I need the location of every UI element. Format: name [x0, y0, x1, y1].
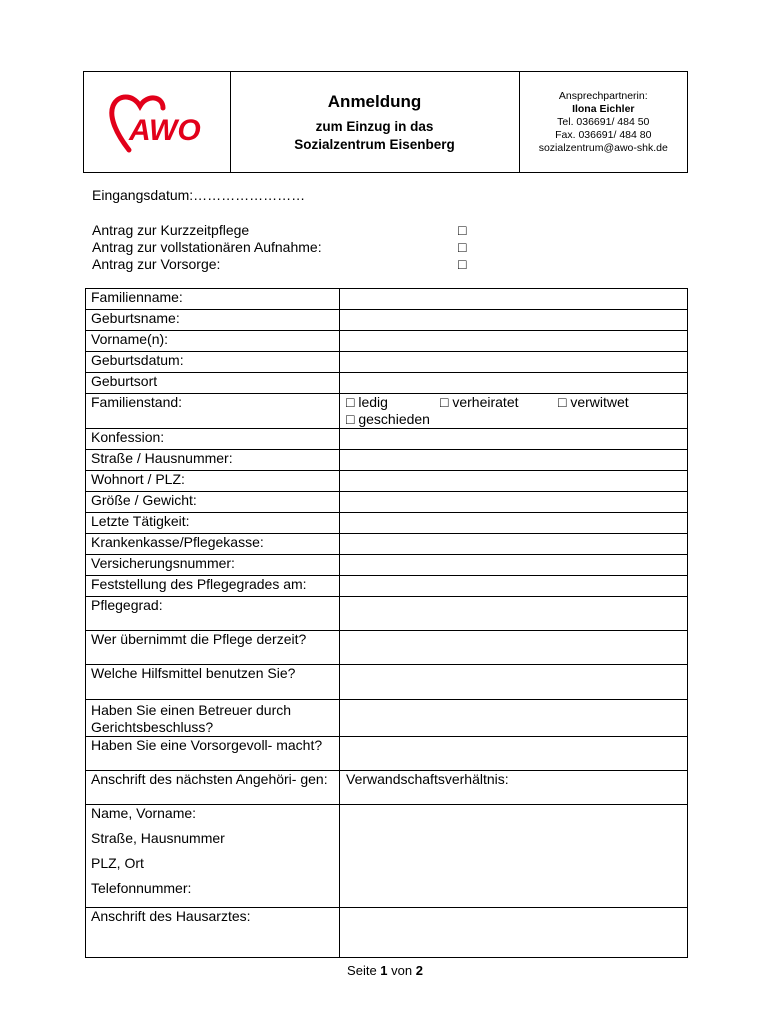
table-row — [86, 665, 688, 700]
table-row — [86, 492, 688, 513]
familienstand-options — [340, 394, 688, 429]
name-vorname-label: Name, Vorname: — [91, 805, 197, 821]
footer-middle: von — [387, 963, 416, 978]
table-row — [86, 737, 688, 771]
familienstand-label: Familienstand: — [86, 394, 340, 429]
vorname-input[interactable] — [340, 331, 688, 352]
vorname-label: Vorname(n): — [86, 331, 340, 352]
contact-tel: Tel. 036691/ 484 50 — [557, 115, 650, 128]
form-table — [85, 288, 688, 958]
table-row — [86, 555, 688, 576]
form-title: Anmeldung — [327, 92, 422, 111]
awo-heart-logo — [107, 86, 207, 158]
pflege-input[interactable] — [340, 631, 688, 665]
wohnort-label: Wohnort / PLZ: — [86, 471, 340, 492]
ledig-checkbox[interactable]: □ ledig — [346, 394, 388, 410]
strasse-label: Straße / Hausnummer: — [86, 450, 340, 471]
table-row — [86, 471, 688, 492]
request-kurzzeitpflege-checkbox[interactable]: □ — [458, 222, 467, 238]
title-cell — [231, 72, 520, 172]
konfession-label: Konfession: — [86, 429, 340, 450]
entry-date: Eingangsdatum:…………………… — [92, 187, 306, 203]
table-row — [86, 805, 688, 908]
plz-ort-label: PLZ, Ort — [91, 855, 144, 871]
table-row — [86, 534, 688, 555]
table-row — [86, 771, 688, 805]
footer-total-pages: 2 — [415, 963, 423, 978]
contact-cell — [520, 72, 687, 172]
contact-name: Ilona Eichler — [572, 102, 635, 115]
konfession-input[interactable] — [340, 429, 688, 450]
kasse-label: Krankenkasse/Pflegekasse: — [86, 534, 340, 555]
table-row — [86, 289, 688, 310]
table-row — [86, 700, 688, 737]
geschieden-checkbox[interactable]: □ geschieden — [346, 411, 430, 427]
familienname-input[interactable] — [340, 289, 688, 310]
page-footer — [0, 963, 770, 978]
table-row — [86, 429, 688, 450]
table-row — [86, 631, 688, 665]
form-subtitle-2: Sozialzentrum Eisenberg — [294, 137, 455, 152]
feststellung-label: Feststellung des Pflegegrades am: — [86, 576, 340, 597]
verwandtschaft-label: Verwandschaftsverhältnis: — [340, 771, 688, 805]
angehoerige-details — [86, 805, 340, 908]
request-vorsorge-label: Antrag zur Vorsorge: — [92, 256, 221, 272]
pflege-label: Wer übernimmt die Pflege derzeit? — [86, 631, 340, 665]
request-vollstationaer-checkbox[interactable]: □ — [458, 239, 467, 255]
hausarzt-input[interactable] — [340, 908, 688, 958]
verwitwet-checkbox[interactable]: □ verwitwet — [558, 394, 629, 410]
geburtsort-label: Geburtsort — [86, 373, 340, 394]
betreuer-label: Haben Sie einen Betreuer durch Gerichtsbeschluss? — [86, 700, 340, 737]
contact-email[interactable]: sozialzentrum@awo-shk.de — [538, 141, 668, 154]
strasse-input[interactable] — [340, 450, 688, 471]
feststellung-input[interactable] — [340, 576, 688, 597]
pflegegrad-input[interactable] — [340, 597, 688, 631]
contact-fax: Fax. 036691/ 484 80 — [555, 128, 652, 141]
geburtsdatum-input[interactable] — [340, 352, 688, 373]
form-subtitle-1: zum Einzug in das — [315, 119, 434, 134]
table-row — [86, 450, 688, 471]
footer-current-page: 1 — [380, 963, 388, 978]
betreuer-input[interactable] — [340, 700, 688, 737]
geburtsname-label: Geburtsname: — [86, 310, 340, 331]
taetigkeit-input[interactable] — [340, 513, 688, 534]
request-vorsorge-checkbox[interactable]: □ — [458, 256, 467, 272]
hausarzt-label: Anschrift des Hausarztes: — [86, 908, 340, 958]
table-row — [86, 310, 688, 331]
table-row — [86, 513, 688, 534]
wohnort-input[interactable] — [340, 471, 688, 492]
request-vollstationaer-label: Antrag zur vollstationären Aufnahme: — [92, 239, 322, 255]
angehoerige-input[interactable] — [340, 805, 688, 908]
pflegegrad-label: Pflegegrad: — [86, 597, 340, 631]
hilfsmittel-input[interactable] — [340, 665, 688, 700]
request-kurzzeitpflege-label: Antrag zur Kurzzeitpflege — [92, 222, 250, 238]
familienname-label: Familienname: — [86, 289, 340, 310]
telefon-label: Telefonnummer: — [91, 880, 192, 896]
taetigkeit-label: Letzte Tätigkeit: — [86, 513, 340, 534]
groesse-label: Größe / Gewicht: — [86, 492, 340, 513]
angehoerige-label: Anschrift des nächsten Angehöri- gen: — [86, 771, 340, 805]
footer-prefix: Seite — [347, 963, 381, 978]
geburtsdatum-label: Geburtsdatum: — [86, 352, 340, 373]
table-row — [86, 576, 688, 597]
logo-cell — [84, 72, 231, 172]
kasse-input[interactable] — [340, 534, 688, 555]
vorsorge-label: Haben Sie eine Vorsorgevoll- macht? — [86, 737, 340, 771]
table-row — [86, 352, 688, 373]
contact-label: Ansprechpartnerin: — [558, 89, 648, 102]
table-row — [86, 373, 688, 394]
versnr-label: Versicherungsnummer: — [86, 555, 340, 576]
strasse2-label: Straße, Hausnummer — [91, 830, 225, 846]
geburtsname-input[interactable] — [340, 310, 688, 331]
geburtsort-input[interactable] — [340, 373, 688, 394]
groesse-input[interactable] — [340, 492, 688, 513]
versnr-input[interactable] — [340, 555, 688, 576]
logo-text: AWO — [128, 114, 201, 147]
header-box — [83, 71, 688, 173]
table-row — [86, 394, 688, 429]
table-row — [86, 908, 688, 958]
hilfsmittel-label: Welche Hilfsmittel benutzen Sie? — [86, 665, 340, 700]
verheiratet-checkbox[interactable]: □ verheiratet — [440, 394, 519, 410]
table-row — [86, 597, 688, 631]
table-row — [86, 331, 688, 352]
vorsorge-input[interactable] — [340, 737, 688, 771]
